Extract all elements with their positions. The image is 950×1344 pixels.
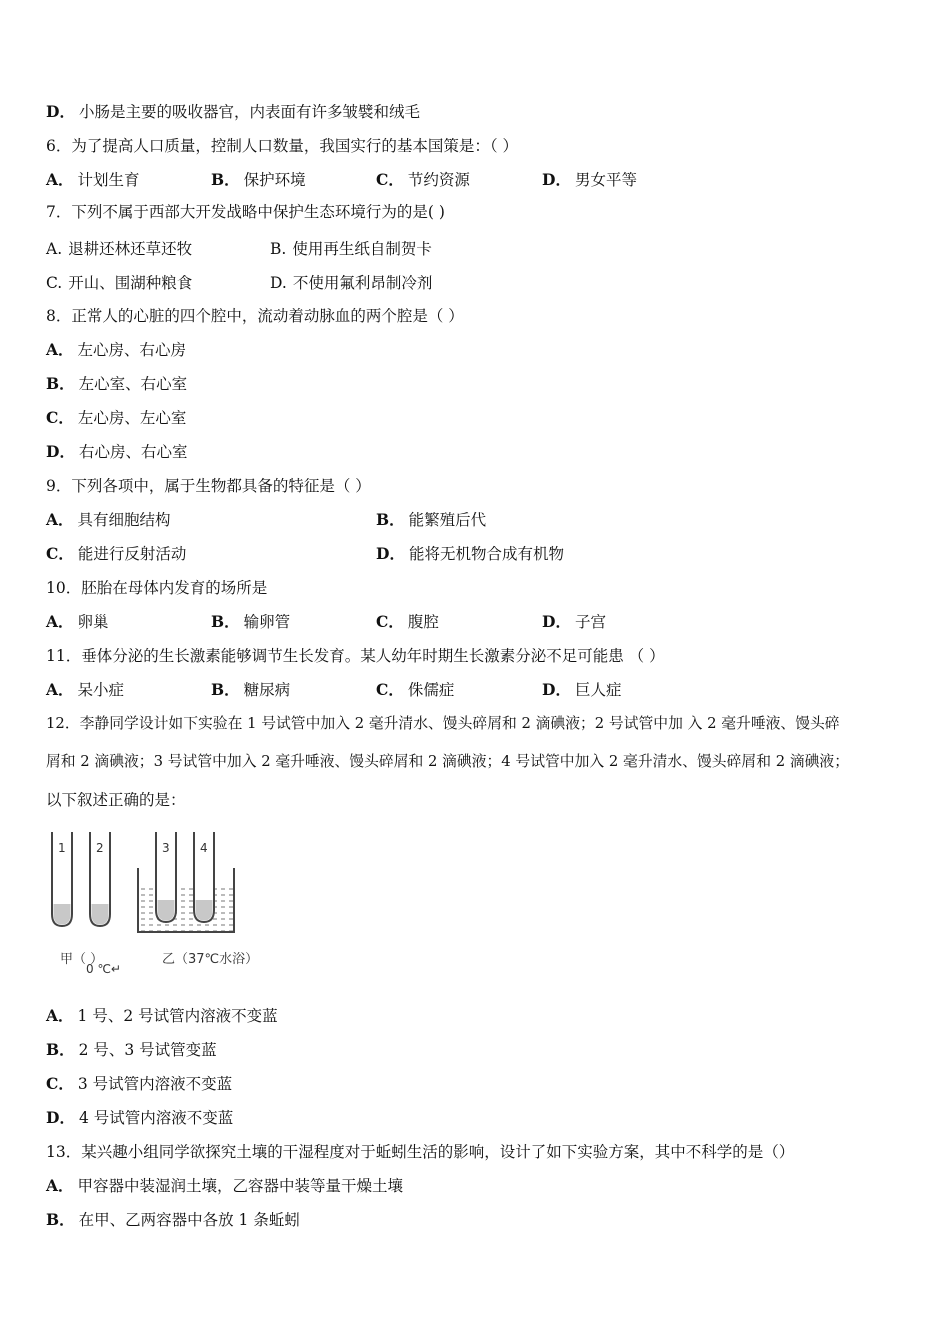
option-text: 退耕还林还草还牧 bbox=[68, 240, 193, 258]
option-label: D． bbox=[542, 170, 571, 189]
option-text: 能进行反射活动 bbox=[77, 545, 187, 563]
q9-option-c bbox=[46, 544, 186, 564]
option-text: 男女平等 bbox=[574, 171, 637, 189]
option-label: B． bbox=[211, 680, 240, 699]
test-tube-diagram bbox=[44, 826, 284, 946]
option-label: A． bbox=[46, 340, 74, 359]
q10-stem: 10．胚胎在母体内发育的场所是 bbox=[46, 579, 268, 597]
option-text: 糖尿病 bbox=[243, 681, 291, 699]
option-text: 节约资源 bbox=[407, 171, 470, 189]
q11-option-b bbox=[211, 680, 290, 700]
option-text: 侏儒症 bbox=[407, 681, 455, 699]
option-text: 右心房、右心室 bbox=[78, 443, 188, 461]
option-label: B． bbox=[211, 170, 240, 189]
option-text: 在甲、乙两容器中各放 1 条蚯蚓 bbox=[78, 1211, 300, 1229]
tube-label-4: 4 bbox=[200, 841, 208, 855]
q6-stem: 6．为了提高人口质量，控制人口数量，我国实行的基本国策是：（ ） bbox=[46, 137, 519, 155]
group-jia-temp: 0 ℃↵ bbox=[86, 962, 121, 976]
q6-option-b bbox=[211, 170, 306, 190]
option-text: 能将无机物合成有机物 bbox=[408, 545, 564, 563]
q9-option-b bbox=[376, 510, 486, 530]
test-tube-figure bbox=[44, 826, 284, 976]
option-label: D． bbox=[46, 442, 75, 461]
option-text: 3 号试管内溶液不变蓝 bbox=[77, 1075, 233, 1093]
option-text: 腹腔 bbox=[407, 613, 439, 631]
option-text: 左心房、左心室 bbox=[77, 409, 187, 427]
option-label: A． bbox=[46, 1006, 74, 1025]
q9-option-a bbox=[46, 510, 171, 530]
option-label: B. bbox=[270, 240, 287, 258]
tube-label-3: 3 bbox=[162, 841, 170, 855]
q9-option-d bbox=[376, 544, 564, 564]
option-label: D. bbox=[270, 274, 287, 292]
q12-option-d bbox=[46, 1108, 233, 1128]
q11-option-a bbox=[46, 680, 124, 700]
q12-stem-line3: 以下叙述正确的是： bbox=[46, 791, 186, 809]
q7-option-a bbox=[46, 239, 192, 259]
option-label: B． bbox=[211, 612, 240, 631]
option-text: 卵巢 bbox=[77, 613, 109, 631]
q6-option-a bbox=[46, 170, 140, 190]
q8-option-a bbox=[46, 340, 186, 360]
q7-option-c bbox=[46, 273, 192, 293]
q13-option-a bbox=[46, 1176, 403, 1196]
q6-option-c bbox=[376, 170, 470, 190]
group-yi-label: 乙（37℃水浴） bbox=[162, 952, 259, 967]
option-label: B． bbox=[376, 510, 405, 529]
option-label: C． bbox=[376, 170, 404, 189]
option-label: A． bbox=[46, 680, 74, 699]
option-label: D． bbox=[376, 544, 405, 563]
option-label: A. bbox=[46, 240, 63, 258]
option-label: C． bbox=[46, 408, 74, 427]
q10-option-d bbox=[542, 612, 606, 632]
option-text: 子宫 bbox=[574, 613, 606, 631]
q5-option-d-label: D． bbox=[46, 102, 75, 121]
option-label: A． bbox=[46, 1176, 74, 1195]
q5-option-d bbox=[46, 102, 420, 122]
water-bath bbox=[138, 868, 234, 932]
option-label: B． bbox=[46, 1210, 75, 1229]
group-jia-label: 甲（ ） bbox=[60, 952, 104, 967]
q12-stem-line1: 12．李静同学设计如下实验在 1 号试管中加入 2 毫升清水、馒头碎屑和 2 滴碘液；2 号试管中加 入 2 毫升唾液、馒头碎 bbox=[46, 715, 840, 732]
q12-option-c bbox=[46, 1074, 232, 1094]
option-label: D． bbox=[46, 1108, 75, 1127]
option-text: 保护环境 bbox=[243, 171, 306, 189]
option-text: 左心室、右心室 bbox=[78, 375, 188, 393]
option-label: A． bbox=[46, 510, 74, 529]
q13-stem: 13．某兴趣小组同学欲探究土壤的干湿程度对于蚯蚓生活的影响，设计了如下实验方案，其中不科学的是（） bbox=[46, 1143, 795, 1161]
option-text: 左心房、右心房 bbox=[77, 341, 187, 359]
q5-option-d-text: 小肠是主要的吸收器官，内表面有许多皱襞和绒毛 bbox=[78, 103, 420, 121]
option-text: 1 号、2 号试管内溶液不变蓝 bbox=[77, 1007, 278, 1025]
option-label: B． bbox=[46, 1040, 75, 1059]
option-text: 4 号试管内溶液不变蓝 bbox=[78, 1109, 234, 1127]
q11-stem: 11．垂体分泌的生长激素能够调节生长发育。某人幼年时期生长激素分泌不足可能患 （ ） bbox=[46, 647, 665, 665]
q10-option-b bbox=[211, 612, 290, 632]
option-text: 开山、围湖种粮食 bbox=[68, 274, 193, 292]
q12-stem-line2: 屑和 2 滴碘液；3 号试管中加入 2 毫升唾液、馒头碎屑和 2 滴碘液；4 号试管中加入 2 毫升清水、馒头碎屑和 2 滴碘液； bbox=[46, 753, 850, 770]
q12-option-b bbox=[46, 1040, 217, 1060]
q11-option-d bbox=[542, 680, 621, 700]
q12-option-a bbox=[46, 1006, 278, 1026]
option-text: 计划生育 bbox=[77, 171, 140, 189]
option-label: C． bbox=[376, 612, 404, 631]
q8-option-d bbox=[46, 442, 187, 462]
option-text: 输卵管 bbox=[243, 613, 291, 631]
option-label: C． bbox=[376, 680, 404, 699]
q8-stem: 8．正常人的心脏的四个腔中，流动着动脉血的两个腔是（ ） bbox=[46, 307, 464, 325]
q7-stem: 7．下列不属于西部大开发战略中保护生态环境行为的是( ) bbox=[46, 203, 445, 221]
q6-option-d bbox=[542, 170, 637, 190]
option-text: 能繁殖后代 bbox=[408, 511, 487, 529]
option-text: 2 号、3 号试管变蓝 bbox=[78, 1041, 217, 1059]
option-text: 呆小症 bbox=[77, 681, 125, 699]
tube-label-2: 2 bbox=[96, 841, 104, 855]
q10-option-c bbox=[376, 612, 439, 632]
option-label: C. bbox=[46, 274, 63, 292]
q10-option-a bbox=[46, 612, 109, 632]
option-label: D． bbox=[542, 680, 571, 699]
option-label: A． bbox=[46, 612, 74, 631]
q7-option-b bbox=[270, 239, 432, 259]
q13-option-b bbox=[46, 1210, 300, 1230]
option-label: B． bbox=[46, 374, 75, 393]
option-label: C． bbox=[46, 1074, 74, 1093]
q7-option-d bbox=[270, 273, 432, 293]
option-text: 具有细胞结构 bbox=[77, 511, 171, 529]
q11-option-c bbox=[376, 680, 454, 700]
q8-option-b bbox=[46, 374, 187, 394]
tube-label-1: 1 bbox=[58, 841, 66, 855]
option-label: D． bbox=[542, 612, 571, 631]
option-label: A． bbox=[46, 170, 74, 189]
option-text: 使用再生纸自制贺卡 bbox=[292, 240, 432, 258]
option-text: 甲容器中装湿润土壤，乙容器中装等量干燥土壤 bbox=[77, 1177, 404, 1195]
option-text: 不使用氟利昂制冷剂 bbox=[292, 274, 433, 292]
q8-option-c bbox=[46, 408, 186, 428]
q9-stem: 9．下列各项中，属于生物都具备的特征是（ ） bbox=[46, 477, 371, 495]
option-label: C． bbox=[46, 544, 74, 563]
option-text: 巨人症 bbox=[574, 681, 622, 699]
